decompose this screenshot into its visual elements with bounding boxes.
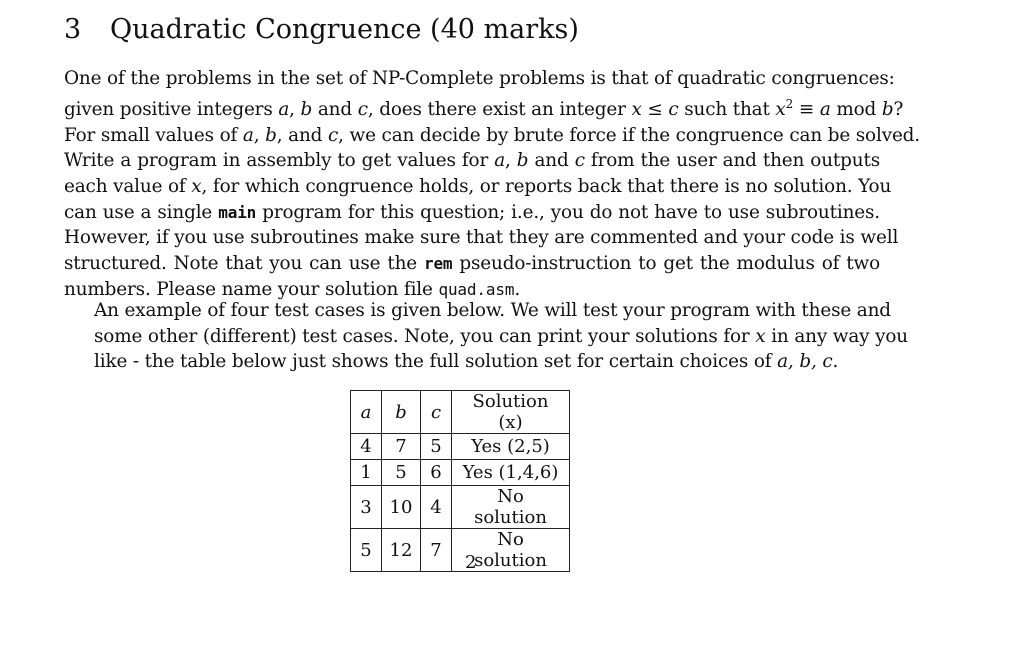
table-row: 5 12 7 No solution — [351, 529, 570, 572]
header-b: b — [382, 391, 421, 434]
table-header-row — [351, 391, 570, 434]
p1-line-6: can use a single main program for this question; i.e., you do not have to use subroutines. — [64, 201, 880, 223]
section-heading — [64, 14, 579, 45]
p1-line-2: given positive integers a, b and c, does there exist an integer x ≤ c such that $x^2 \equiv a$ mod b? — [64, 96, 904, 120]
code-filename: quad.asm — [438, 279, 515, 299]
p1-line-1: One of the problems in the set of NP-Complete problems is that of quadratic congruences: — [64, 68, 895, 89]
p2-line-3: like - the table below just shows the full solution set for certain choices of a, b, c. — [94, 351, 839, 373]
page-number: 2 — [465, 552, 477, 573]
paragraph-test-cases — [64, 298, 908, 375]
p1-line-3: For small values of a, b, and c, we can decide by brute force if the congruence can be solved. — [64, 124, 921, 146]
code-main: main — [218, 202, 257, 222]
paragraph-problem-description — [64, 66, 921, 302]
section-title: Quadratic Congruence (40 marks) — [110, 14, 579, 45]
header-a: a — [351, 391, 382, 434]
p1-line-8: structured. Note that you can use the rem pseudo-instruction to get the modulus of two — [64, 253, 880, 275]
table-row: 3 10 4 No solution — [351, 486, 570, 529]
p1-line-9: numbers. Please name your solution file quad.asm. — [64, 278, 521, 300]
table-row: 1 5 6 Yes (1,4,6) — [351, 460, 570, 486]
header-c: c — [421, 391, 452, 434]
p2-line-2: some other (different) test cases. Note, you can print your solutions for x in any way you — [94, 325, 908, 347]
p1-line-7: However, if you use subroutines make sure that they are commented and your code is well — [64, 227, 899, 249]
p1-line-5: each value of x, for which congruence holds, or reports back that there is no solution. You — [64, 175, 892, 197]
test-cases-table — [350, 390, 570, 572]
p1-line-4: Write a program in assembly to get values for a, b and c from the user and then outputs — [64, 150, 880, 172]
p2-line-1: An example of four test cases is given below. We will test your program with these and — [94, 300, 891, 321]
header-solution: Solution (x) — [452, 391, 570, 434]
code-rem: rem — [423, 254, 453, 274]
table-row: 4 7 5 Yes (2,5) — [351, 434, 570, 460]
section-number: 3 — [64, 14, 82, 45]
